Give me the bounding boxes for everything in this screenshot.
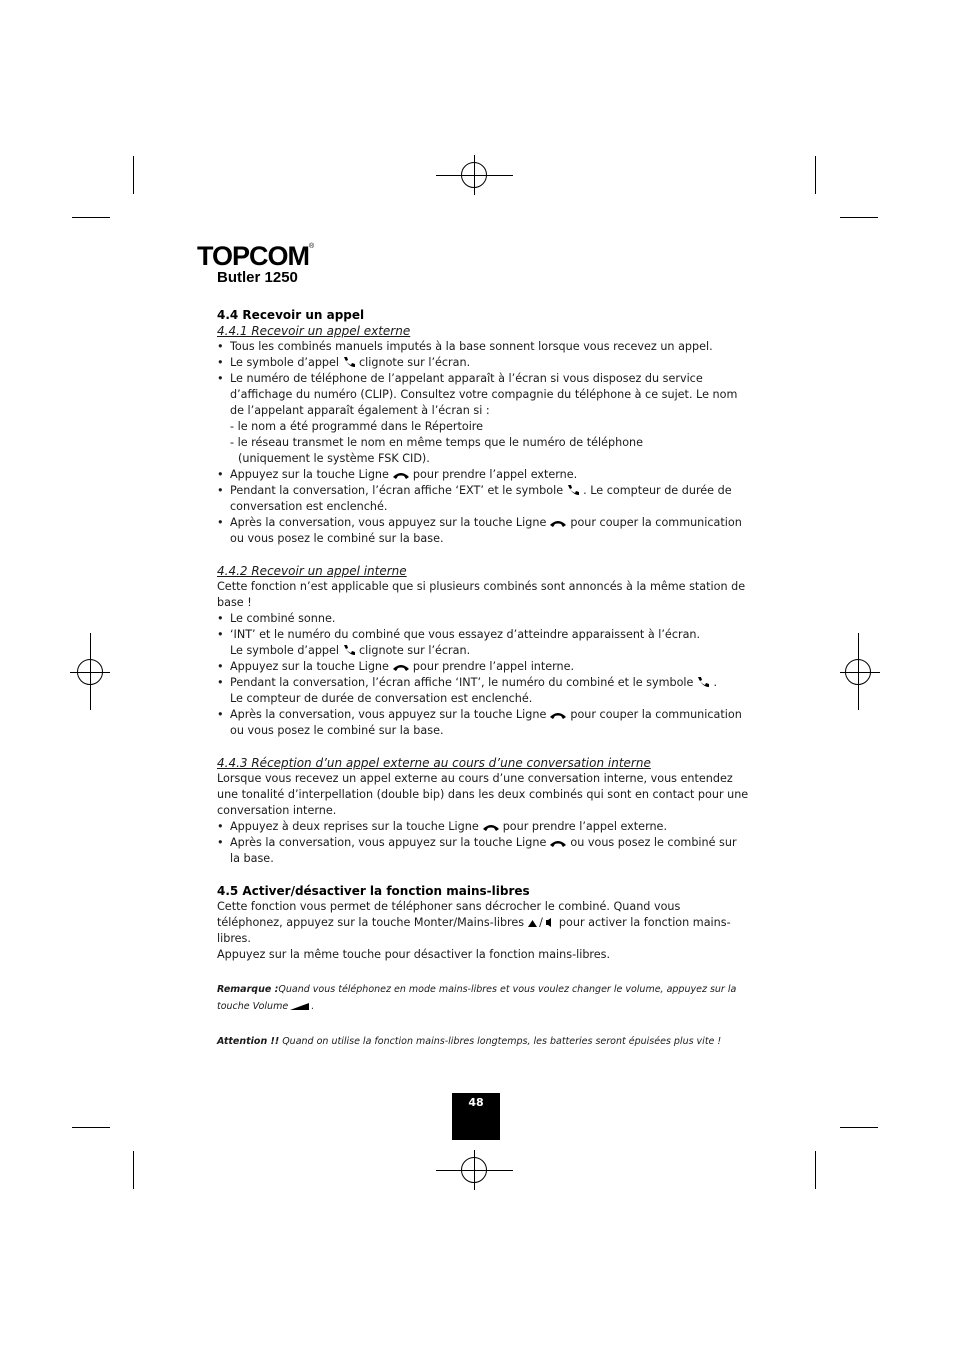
- list-item: • Appuyez à deux reprises sur la touche Ligne pour prendre l’appel externe.: [217, 819, 749, 835]
- phone-flash-icon: [342, 644, 356, 656]
- registration-circle: [461, 1157, 487, 1183]
- bullet-list: [217, 339, 749, 547]
- manual-content: [217, 307, 749, 1050]
- brand-logo: [197, 243, 313, 270]
- bullet-list: [217, 819, 749, 867]
- model-name: Butler 1250: [217, 269, 298, 286]
- section-title: 4.4 Recevoir un appel: [217, 308, 365, 322]
- list-item: • Pendant la conversation, l’écran affiche ‘EXT’ et le symbole . Le compteur de durée de conversation est enclenché.: [217, 483, 749, 515]
- list-item: • Le combiné sonne.: [217, 611, 749, 627]
- list-item: • Pendant la conversation, l’écran affiche ‘INT’, le numéro du combiné et le symbole . Le compteur de durée de conversation est enclenché.: [217, 675, 749, 707]
- subsection-title: 4.4.1 Recevoir un appel externe: [217, 324, 411, 338]
- attention-note: Attention !! Quand on utilise la fonction mains-libres longtemps, les batteries seront épuisées plus vite !: [217, 1036, 722, 1047]
- registration-circle: [461, 162, 487, 188]
- phone-flash-icon: [342, 356, 356, 368]
- speaker-icon: [545, 917, 556, 928]
- line-key-icon: [549, 839, 567, 848]
- list-item: • Le numéro de téléphone de l’appelant apparaît à l’écran si vous disposez du service d’affichage du numéro (CLIP). Consultez votre compagnie du téléphone à ce sujet. Le nom de l’appelant apparaît également à l’écran si : - le nom a été programmé dans le Répertoire - le réseau transmet le nom en même temps que le numéro de téléphone (uniquement le système FSK CID).: [217, 371, 749, 467]
- crop-mark: [133, 156, 134, 194]
- paragraph: Lorsque vous recevez un appel externe au cours d’une conversation interne, vous entendez une tonalité d’interpellation (double bip) dans les deux combinés qui sont en contact pour une conversation interne.: [217, 772, 749, 817]
- line-key-icon: [482, 823, 500, 832]
- line-key-icon: [392, 663, 410, 672]
- paragraph: Cette fonction vous permet de téléphoner sans décrocher le combiné. Quand vous téléphonez, appuyez sur la touche Monter/Mains-libres / pour activer la fonction mains-libres.: [217, 900, 731, 945]
- registered-mark: ®: [309, 243, 314, 250]
- list-item: • Appuyez sur la touche Ligne pour prendre l’appel interne.: [217, 659, 749, 675]
- list-item: • Après la conversation, vous appuyez sur la touche Ligne pour couper la communication ou vous posez le combiné sur la base.: [217, 515, 749, 547]
- crop-mark: [815, 1151, 816, 1189]
- up-arrow-icon: [527, 919, 538, 928]
- brand-name: TOPCOM: [197, 241, 310, 271]
- list-item: • Le symbole d’appel clignote sur l’écran.: [217, 355, 749, 371]
- subsection-title: 4.4.2 Recevoir un appel interne: [217, 564, 407, 578]
- line-key-icon: [549, 711, 567, 720]
- page-number: 48: [452, 1093, 500, 1140]
- line-key-icon: [549, 519, 567, 528]
- crop-mark: [840, 1127, 878, 1128]
- phone-flash-icon: [566, 484, 580, 496]
- volume-ramp-icon: [290, 1003, 310, 1011]
- list-item: • ‘INT’ et le numéro du combiné que vous essayez d’atteindre apparaissent à l’écran. Le symbole d’appel clignote sur l’écran.: [217, 627, 749, 659]
- paragraph: Cette fonction n’est applicable que si plusieurs combinés sont annoncés à la même station de base !: [217, 580, 746, 609]
- crop-mark: [815, 156, 816, 194]
- list-item: • Tous les combinés manuels imputés à la base sonnent lorsque vous recevez un appel.: [217, 339, 749, 355]
- subsection-title: 4.4.3 Réception d’un appel externe au cours d’une conversation interne: [217, 756, 651, 770]
- registration-circle: [77, 659, 103, 685]
- paragraph: Appuyez sur la même touche pour désactiver la fonction mains-libres.: [217, 948, 611, 961]
- crop-mark: [840, 217, 878, 218]
- bullet-list: [217, 611, 749, 739]
- section-title: 4.5 Activer/désactiver la fonction mains-libres: [217, 884, 530, 898]
- phone-flash-icon: [696, 676, 710, 688]
- crop-mark: [72, 1127, 110, 1128]
- crop-mark: [133, 1151, 134, 1189]
- crop-mark: [72, 217, 110, 218]
- remark-note: Remarque :Quand vous téléphonez en mode mains-libres et vous voulez changer le volume, appuyez sur la touche Volume .: [217, 984, 737, 1012]
- list-item: • Après la conversation, vous appuyez sur la touche Ligne pour couper la communication ou vous posez le combiné sur la base.: [217, 707, 749, 739]
- list-item: • Appuyez sur la touche Ligne pour prendre l’appel externe.: [217, 467, 749, 483]
- registration-circle: [845, 659, 871, 685]
- line-key-icon: [392, 471, 410, 480]
- list-item: • Après la conversation, vous appuyez sur la touche Ligne ou vous posez le combiné sur la base.: [217, 835, 749, 867]
